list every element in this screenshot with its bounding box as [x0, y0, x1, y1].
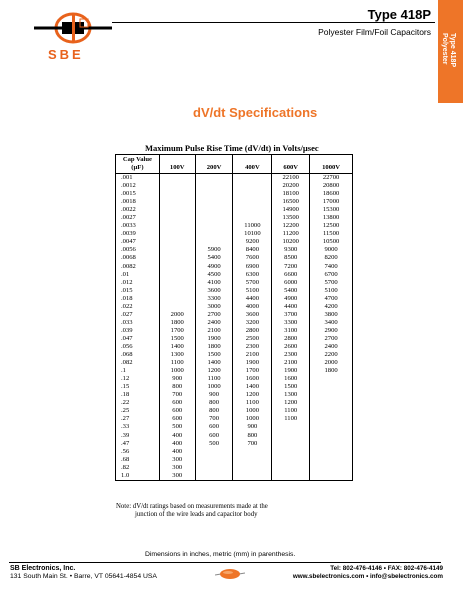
- cell-100v: 400: [159, 440, 195, 448]
- table-row: [116, 423, 353, 431]
- cell-1000v: 1800: [310, 367, 353, 375]
- cell-100v: 2000: [159, 311, 195, 319]
- cell-1000v: 4700: [310, 295, 353, 303]
- product-title: Type 418P: [367, 7, 431, 22]
- cell-200v: [195, 238, 233, 246]
- table-row: [116, 440, 353, 448]
- cell-600v: 3100: [272, 327, 310, 335]
- header-divider: [112, 22, 435, 23]
- cell-1000v: [310, 383, 353, 391]
- cell-100v: [159, 271, 195, 279]
- cell-1000v: 18600: [310, 190, 353, 198]
- table-row: [116, 399, 353, 407]
- cell-400v: [233, 464, 272, 472]
- cell-cap-value: .0027: [116, 214, 160, 222]
- cell-400v: 6900: [233, 263, 272, 271]
- cell-cap-value: .033: [116, 319, 160, 327]
- table-title: Maximum Pulse Rise Time (dV/dt) in Volts/µsec: [145, 143, 319, 153]
- cell-1000v: [310, 448, 353, 456]
- dimensions-note: Dimensions in inches, metric (mm) in parenthesis.: [145, 551, 296, 558]
- cell-1000v: [310, 375, 353, 383]
- cell-200v: [195, 214, 233, 222]
- cell-cap-value: .068: [116, 351, 160, 359]
- note-line1: Note: dV/dt ratings based on measurements made at the: [116, 503, 268, 510]
- cell-100v: 1700: [159, 327, 195, 335]
- table-row: [116, 319, 353, 327]
- cell-200v: 900: [195, 391, 233, 399]
- cell-1000v: 5700: [310, 279, 353, 287]
- cell-600v: 2600: [272, 343, 310, 351]
- side-tab-line2: Polyester: [441, 33, 448, 65]
- cell-1000v: 12500: [310, 222, 353, 230]
- cell-1000v: 11500: [310, 230, 353, 238]
- cell-cap-value: .0039: [116, 230, 160, 238]
- cell-1000v: 17000: [310, 198, 353, 206]
- cell-400v: 8400: [233, 246, 272, 254]
- cell-600v: 4900: [272, 295, 310, 303]
- cell-400v: 3200: [233, 319, 272, 327]
- cell-400v: 4400: [233, 295, 272, 303]
- cell-200v: 1900: [195, 335, 233, 343]
- cell-600v: [272, 448, 310, 456]
- cell-200v: 4900: [195, 263, 233, 271]
- cell-400v: 2100: [233, 351, 272, 359]
- table-row: [116, 407, 353, 415]
- cell-100v: 800: [159, 383, 195, 391]
- cell-400v: [233, 214, 272, 222]
- cell-100v: 600: [159, 399, 195, 407]
- cell-cap-value: .047: [116, 335, 160, 343]
- cell-100v: 1800: [159, 319, 195, 327]
- cell-600v: 3300: [272, 319, 310, 327]
- cell-100v: [159, 174, 195, 183]
- table-row: [116, 359, 353, 367]
- cell-cap-value: .056: [116, 343, 160, 351]
- cell-cap-value: .22: [116, 399, 160, 407]
- cell-600v: 1600: [272, 375, 310, 383]
- cell-200v: 3000: [195, 303, 233, 311]
- footer-divider: [9, 562, 441, 563]
- cell-400v: 1900: [233, 359, 272, 367]
- cell-400v: [233, 182, 272, 190]
- table-row: [116, 246, 353, 254]
- table-row: [116, 327, 353, 335]
- cell-600v: 22100: [272, 174, 310, 183]
- cell-600v: 5400: [272, 287, 310, 295]
- cell-1000v: 2900: [310, 327, 353, 335]
- cell-1000v: 7400: [310, 263, 353, 271]
- cell-200v: [195, 464, 233, 472]
- cell-200v: [195, 206, 233, 214]
- table-row: [116, 174, 353, 183]
- cell-400v: [233, 198, 272, 206]
- cell-1000v: 8200: [310, 254, 353, 262]
- cell-cap-value: .012: [116, 279, 160, 287]
- cell-1000v: [310, 456, 353, 464]
- cell-100v: [159, 254, 195, 262]
- cell-cap-value: .56: [116, 448, 160, 456]
- cell-100v: [159, 263, 195, 271]
- cell-600v: 7200: [272, 263, 310, 271]
- cell-cap-value: .1: [116, 367, 160, 375]
- cell-200v: [195, 190, 233, 198]
- table-row: [116, 464, 353, 472]
- cell-1000v: [310, 415, 353, 423]
- table-row: [116, 222, 353, 230]
- table-row: [116, 415, 353, 423]
- cell-cap-value: .0015: [116, 190, 160, 198]
- contact-info: [293, 565, 443, 581]
- cell-400v: [233, 174, 272, 183]
- cell-200v: 3600: [195, 287, 233, 295]
- cell-400v: 2500: [233, 335, 272, 343]
- cell-cap-value: .0018: [116, 198, 160, 206]
- table-row: [116, 190, 353, 198]
- cell-400v: 1000: [233, 415, 272, 423]
- cell-400v: 5100: [233, 287, 272, 295]
- cell-cap-value: .018: [116, 295, 160, 303]
- cell-600v: 1500: [272, 383, 310, 391]
- cell-100v: 1500: [159, 335, 195, 343]
- cell-cap-value: .0022: [116, 206, 160, 214]
- cell-200v: 4500: [195, 271, 233, 279]
- cell-200v: 1500: [195, 351, 233, 359]
- side-tab-line1: Type 418P: [449, 33, 456, 68]
- cell-cap-value: .001: [116, 174, 160, 183]
- cell-1000v: 2200: [310, 351, 353, 359]
- table-row: [116, 335, 353, 343]
- cell-100v: [159, 190, 195, 198]
- table-row: [116, 198, 353, 206]
- cell-cap-value: .01: [116, 271, 160, 279]
- cell-1000v: [310, 440, 353, 448]
- cell-100v: [159, 230, 195, 238]
- cell-200v: [195, 222, 233, 230]
- table-row: [116, 311, 353, 319]
- cell-600v: 1900: [272, 367, 310, 375]
- cell-100v: [159, 182, 195, 190]
- table-row: [116, 375, 353, 383]
- cell-600v: 9300: [272, 246, 310, 254]
- cell-600v: [272, 472, 310, 481]
- cell-600v: 1100: [272, 415, 310, 423]
- cell-200v: [195, 456, 233, 464]
- cell-cap-value: .039: [116, 327, 160, 335]
- cell-100v: 400: [159, 448, 195, 456]
- cell-cap-value: .18: [116, 391, 160, 399]
- cell-1000v: [310, 391, 353, 399]
- header-200v: 200V: [195, 155, 233, 174]
- cell-1000v: 2400: [310, 343, 353, 351]
- cell-100v: 1100: [159, 359, 195, 367]
- cell-cap-value: .0056: [116, 246, 160, 254]
- product-subtitle: Polyester Film/Foil Capacitors: [318, 27, 431, 37]
- cell-400v: [233, 456, 272, 464]
- table-row: [116, 367, 353, 375]
- cell-1000v: [310, 432, 353, 440]
- dvdt-table: [115, 154, 353, 481]
- table-header-row: [116, 155, 353, 174]
- cell-200v: 800: [195, 399, 233, 407]
- table-row: [116, 230, 353, 238]
- cell-600v: [272, 440, 310, 448]
- cell-100v: [159, 214, 195, 222]
- cell-100v: [159, 295, 195, 303]
- cell-100v: 300: [159, 456, 195, 464]
- table-body: [116, 174, 353, 481]
- cell-600v: 12200: [272, 222, 310, 230]
- cell-100v: 1400: [159, 343, 195, 351]
- cell-1000v: [310, 423, 353, 431]
- cell-400v: 6300: [233, 271, 272, 279]
- company-name: SB Electronics, Inc.: [10, 565, 76, 572]
- cell-100v: [159, 222, 195, 230]
- table-row: [116, 343, 353, 351]
- cell-400v: [233, 472, 272, 481]
- cell-1000v: 9000: [310, 246, 353, 254]
- table-row: [116, 271, 353, 279]
- cell-1000v: 22700: [310, 174, 353, 183]
- cell-100v: 700: [159, 391, 195, 399]
- web-email: www.sbelectronics.com • info@sbelectronics.com: [292, 573, 443, 580]
- cell-200v: 1800: [195, 343, 233, 351]
- cell-600v: [272, 432, 310, 440]
- cell-100v: [159, 279, 195, 287]
- cell-cap-value: .15: [116, 383, 160, 391]
- cell-1000v: [310, 399, 353, 407]
- company-address: 131 South Main St. • Barre, VT 05641-4854 USA: [10, 573, 157, 580]
- cell-cap-value: .82: [116, 464, 160, 472]
- cell-cap-value: .25: [116, 407, 160, 415]
- cell-400v: 2800: [233, 327, 272, 335]
- cell-200v: 5900: [195, 246, 233, 254]
- cell-600v: 8500: [272, 254, 310, 262]
- cell-100v: 600: [159, 415, 195, 423]
- cell-200v: 600: [195, 423, 233, 431]
- cell-cap-value: .33: [116, 423, 160, 431]
- table-row: [116, 432, 353, 440]
- cell-600v: 3700: [272, 311, 310, 319]
- cell-100v: [159, 206, 195, 214]
- cell-100v: [159, 303, 195, 311]
- cell-100v: 600: [159, 407, 195, 415]
- cell-400v: 800: [233, 432, 272, 440]
- table-row: [116, 206, 353, 214]
- cell-cap-value: .022: [116, 303, 160, 311]
- cell-200v: [195, 230, 233, 238]
- cell-600v: 18100: [272, 190, 310, 198]
- table-row: [116, 472, 353, 481]
- table-row: [116, 263, 353, 271]
- company-info: [10, 565, 157, 581]
- cell-cap-value: 1.0: [116, 472, 160, 481]
- table-row: [116, 279, 353, 287]
- cell-600v: 20200: [272, 182, 310, 190]
- cell-400v: 4000: [233, 303, 272, 311]
- table-row: [116, 214, 353, 222]
- cell-1000v: [310, 472, 353, 481]
- cell-cap-value: .082: [116, 359, 160, 367]
- cell-cap-value: .0033: [116, 222, 160, 230]
- cell-600v: 6600: [272, 271, 310, 279]
- note-line2: junction of the wire leads and capacitor body: [135, 511, 258, 518]
- table-note: [116, 503, 336, 519]
- cell-600v: 6000: [272, 279, 310, 287]
- cell-200v: [195, 182, 233, 190]
- cell-cap-value: .39: [116, 432, 160, 440]
- cell-200v: 800: [195, 407, 233, 415]
- table-row: [116, 287, 353, 295]
- cell-100v: 500: [159, 423, 195, 431]
- cell-cap-value: .12: [116, 375, 160, 383]
- cell-600v: 1100: [272, 407, 310, 415]
- cell-100v: [159, 238, 195, 246]
- section-title: dV/dt Specifications: [193, 105, 318, 120]
- table-row: [116, 448, 353, 456]
- cell-200v: 2100: [195, 327, 233, 335]
- cell-400v: 11000: [233, 222, 272, 230]
- cell-100v: 400: [159, 432, 195, 440]
- cell-cap-value: .27: [116, 415, 160, 423]
- cell-200v: 700: [195, 415, 233, 423]
- cell-400v: [233, 206, 272, 214]
- cell-100v: [159, 198, 195, 206]
- cell-400v: 1600: [233, 375, 272, 383]
- header-1000v: 1000V: [310, 155, 353, 174]
- cell-200v: 1200: [195, 367, 233, 375]
- cell-1000v: 2000: [310, 359, 353, 367]
- cell-1000v: [310, 464, 353, 472]
- cell-600v: 4400: [272, 303, 310, 311]
- cell-200v: [195, 448, 233, 456]
- cell-200v: 1400: [195, 359, 233, 367]
- cell-200v: 500: [195, 440, 233, 448]
- cell-200v: 2700: [195, 311, 233, 319]
- cell-200v: [195, 174, 233, 183]
- cell-200v: 600: [195, 432, 233, 440]
- logo-text: SBE: [48, 47, 84, 62]
- cell-1000v: 13800: [310, 214, 353, 222]
- cell-400v: 900: [233, 423, 272, 431]
- cell-1000v: 15300: [310, 206, 353, 214]
- cell-600v: 16500: [272, 198, 310, 206]
- cell-600v: 1200: [272, 399, 310, 407]
- cell-100v: 300: [159, 464, 195, 472]
- cell-1000v: [310, 407, 353, 415]
- cell-cap-value: .68: [116, 456, 160, 464]
- cell-600v: 13500: [272, 214, 310, 222]
- cell-600v: [272, 464, 310, 472]
- cell-cap-value: .027: [116, 311, 160, 319]
- cell-600v: 10200: [272, 238, 310, 246]
- table-row: [116, 238, 353, 246]
- cell-1000v: 6700: [310, 271, 353, 279]
- table-row: [116, 383, 353, 391]
- cell-200v: 2400: [195, 319, 233, 327]
- cell-200v: 5400: [195, 254, 233, 262]
- cell-1000v: 2700: [310, 335, 353, 343]
- cell-100v: [159, 246, 195, 254]
- cell-600v: 2100: [272, 359, 310, 367]
- cell-100v: 1300: [159, 351, 195, 359]
- cell-600v: 11200: [272, 230, 310, 238]
- cell-cap-value: .0012: [116, 182, 160, 190]
- cell-400v: 1400: [233, 383, 272, 391]
- cell-cap-value: .47: [116, 440, 160, 448]
- cell-200v: 1000: [195, 383, 233, 391]
- cell-100v: [159, 287, 195, 295]
- cell-600v: 1300: [272, 391, 310, 399]
- cell-1000v: 5100: [310, 287, 353, 295]
- cell-1000v: 10500: [310, 238, 353, 246]
- cell-200v: 4100: [195, 279, 233, 287]
- cell-100v: 1000: [159, 367, 195, 375]
- cell-400v: 7600: [233, 254, 272, 262]
- cell-600v: 2800: [272, 335, 310, 343]
- cell-cap-value: .0082: [116, 263, 160, 271]
- side-tab-label: [441, 33, 456, 68]
- table-row: [116, 303, 353, 311]
- cell-1000v: 4200: [310, 303, 353, 311]
- phone-fax: Tel: 802-476-4146 • FAX: 802-476-4149: [330, 565, 443, 572]
- cell-600v: [272, 423, 310, 431]
- cell-cap-value: .015: [116, 287, 160, 295]
- cell-200v: 1100: [195, 375, 233, 383]
- cell-400v: 1700: [233, 367, 272, 375]
- cell-400v: 1000: [233, 407, 272, 415]
- cell-600v: [272, 456, 310, 464]
- capacitor-icon: [215, 566, 245, 582]
- cell-1000v: 3400: [310, 319, 353, 327]
- cell-200v: [195, 198, 233, 206]
- cell-100v: 900: [159, 375, 195, 383]
- cell-200v: 3300: [195, 295, 233, 303]
- cell-400v: 3600: [233, 311, 272, 319]
- cell-400v: 5700: [233, 279, 272, 287]
- cell-200v: [195, 472, 233, 481]
- cell-1000v: 3800: [310, 311, 353, 319]
- header-100v: 100V: [159, 155, 195, 174]
- cell-400v: 2300: [233, 343, 272, 351]
- header-600v: 600V: [272, 155, 310, 174]
- cell-600v: 2300: [272, 351, 310, 359]
- table-row: [116, 351, 353, 359]
- cell-400v: [233, 448, 272, 456]
- table-row: [116, 391, 353, 399]
- cell-600v: 14900: [272, 206, 310, 214]
- cell-1000v: 20800: [310, 182, 353, 190]
- table-row: [116, 456, 353, 464]
- cell-100v: 300: [159, 472, 195, 481]
- header-400v: 400V: [233, 155, 272, 174]
- header-cap-value: Cap Value (µF): [116, 155, 160, 174]
- cell-400v: [233, 190, 272, 198]
- cell-400v: 1100: [233, 399, 272, 407]
- cell-400v: 10100: [233, 230, 272, 238]
- cell-400v: 700: [233, 440, 272, 448]
- cell-cap-value: .0047: [116, 238, 160, 246]
- cell-cap-value: .0068: [116, 254, 160, 262]
- cell-400v: 9200: [233, 238, 272, 246]
- table-row: [116, 182, 353, 190]
- table-row: [116, 254, 353, 262]
- cell-400v: 1200: [233, 391, 272, 399]
- table-row: [116, 295, 353, 303]
